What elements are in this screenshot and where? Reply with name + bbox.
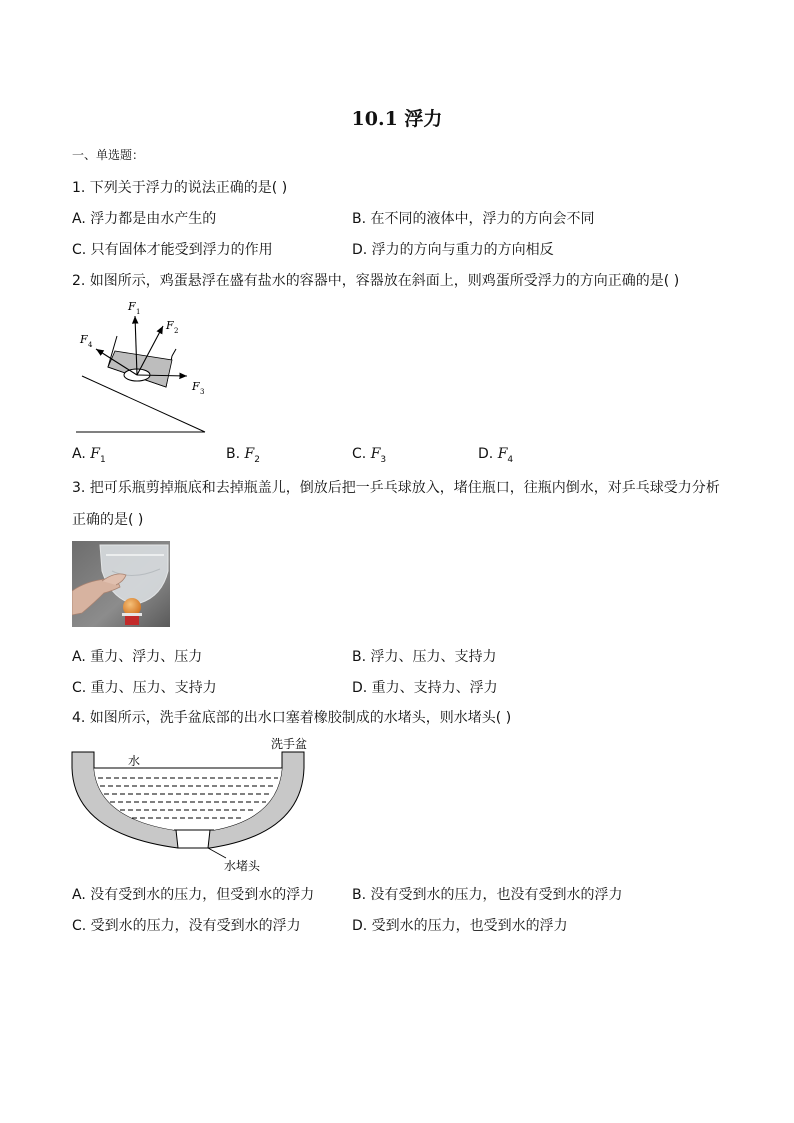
q1-option-c[interactable]: C. 只有固体才能受到浮力的作用 — [72, 242, 273, 258]
q4-option-b[interactable]: B. 没有受到水的压力，也没有受到水的浮力 — [352, 887, 623, 903]
q4-option-a[interactable]: A. 没有受到水的压力，但受到水的浮力 — [72, 887, 315, 903]
q2-option-b[interactable]: B. $F_2$ — [226, 446, 260, 465]
label-f1: F — [128, 300, 136, 313]
section-heading: 一、单选题： — [72, 148, 145, 162]
q3-option-a[interactable]: A. 重力、浮力、压力 — [72, 649, 203, 665]
label-f4: F — [80, 333, 88, 346]
q4-option-c[interactable]: C. 受到水的压力，没有受到水的浮力 — [72, 918, 301, 934]
q2-figure-incline-diagram — [72, 294, 222, 436]
svg-text:4: 4 — [88, 341, 93, 349]
q3-photo-bottle-pingpong — [72, 541, 170, 627]
question-3-stem-line2: 正确的是( ) — [72, 512, 144, 528]
question-4-stem: 4. 如图所示，洗手盆底部的出水口塞着橡胶制成的水堵头，则水堵头( ) — [72, 710, 512, 726]
svg-text:3: 3 — [200, 388, 205, 396]
q2-option-d[interactable]: D. $F_4$ — [478, 446, 514, 465]
svg-text:2: 2 — [174, 327, 179, 335]
svg-text:1: 1 — [136, 308, 141, 316]
label-plug: 水堵头 — [224, 859, 261, 873]
question-3-stem-line1: 3. 把可乐瓶剪掉瓶底和去掉瓶盖儿，倒放后把一乒乓球放入，堵住瓶口，往瓶内倒水，对乒乓球受力分析 — [72, 480, 720, 496]
q3-option-d[interactable]: D. 重力、支持力、浮力 — [352, 680, 498, 696]
incline-slope-line — [82, 376, 205, 432]
q2-option-a[interactable]: A. $F_1$ — [72, 446, 106, 465]
q1-option-a[interactable]: A. 浮力都是由水产生的 — [72, 211, 217, 227]
q1-option-b[interactable]: B. 在不同的液体中，浮力的方向会不同 — [352, 211, 595, 227]
q4-figure-washbasin-diagram — [70, 734, 310, 874]
question-1-stem: 1. 下列关于浮力的说法正确的是( ) — [72, 180, 288, 196]
label-f3: F — [192, 380, 200, 393]
drain-plug — [176, 830, 210, 848]
page-title: 10.1 浮力 — [351, 108, 443, 130]
label-f2: F — [166, 319, 174, 332]
question-2-stem: 2. 如图所示，鸡蛋悬浮在盛有盐水的容器中，容器放在斜面上，则鸡蛋所受浮力的方向正确的是( ) — [72, 273, 680, 289]
q1-option-d[interactable]: D. 浮力的方向与重力的方向相反 — [352, 242, 554, 258]
q2-option-c[interactable]: C. $F_3$ — [352, 446, 387, 465]
q3-option-b[interactable]: B. 浮力、压力、支持力 — [352, 649, 497, 665]
q3-option-c[interactable]: C. 重力、压力、支持力 — [72, 680, 217, 696]
label-basin: 洗手盆 — [271, 737, 308, 751]
label-water: 水 — [128, 754, 141, 768]
q4-option-d[interactable]: D. 受到水的压力，也受到水的浮力 — [352, 918, 568, 934]
